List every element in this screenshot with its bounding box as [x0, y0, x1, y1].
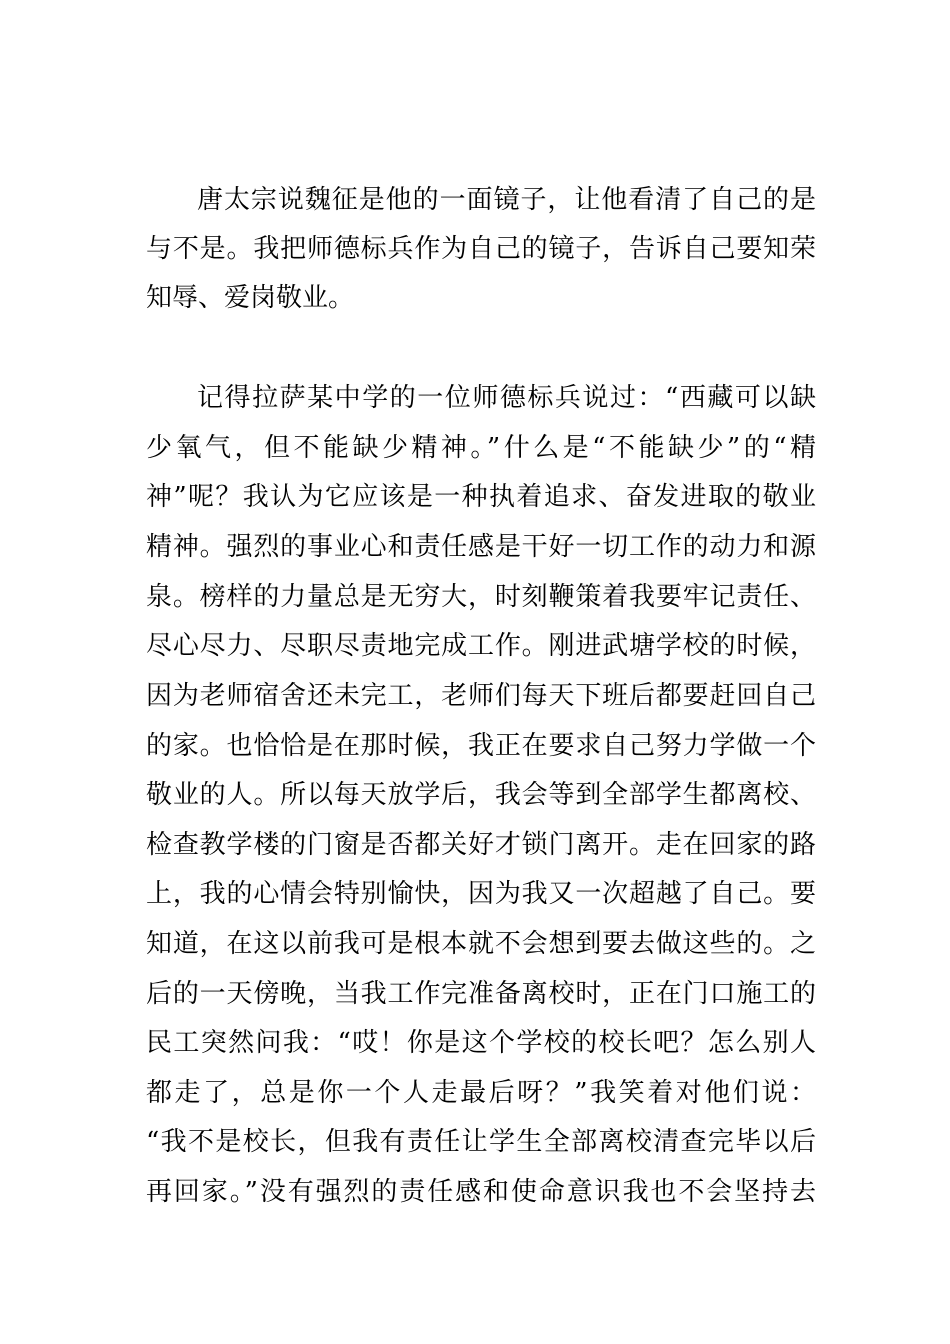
text-line: 精神。强烈的事业心和责任感是干好一切工作的动力和源: [146, 532, 816, 562]
text-line: 检查教学楼的门窗是否都关好才锁门离开。走在回家的路: [146, 830, 816, 860]
text-line: “我不是校长，但我有责任让学生全部离校清查完毕以后: [146, 1127, 816, 1157]
text-line: 再回家。”没有强烈的责任感和使命意识我也不会坚持去: [146, 1177, 816, 1207]
text-line: 知辱、爱岗敬业。: [146, 283, 355, 313]
text-line: 民工突然问我：“哎！你是这个学校的校长吧？怎么别人: [146, 1028, 816, 1058]
text-line: 知道，在这以前我可是根本就不会想到要去做这些的。之: [146, 929, 816, 959]
text-line: 神”呢？我认为它应该是一种执着追求、奋发进取的敬业: [146, 482, 816, 512]
text-line: 的家。也恰恰是在那时候，我正在要求自己努力学做一个: [146, 731, 816, 761]
text-line: 与不是。我把师德标兵作为自己的镜子，告诉自己要知荣: [146, 234, 816, 264]
text-line: 泉。榜样的力量总是无穷大，时刻鞭策着我要牢记责任、: [146, 582, 816, 612]
text-line: 尽心尽力、尽职尽责地完成工作。刚进武塘学校的时候，: [146, 631, 816, 661]
text-line: 上，我的心情会特别愉快，因为我又一次超越了自己。要: [146, 879, 816, 909]
text-line: 记得拉萨某中学的一位师德标兵说过：“西藏可以缺: [197, 383, 816, 413]
text-line: 少氧气，但不能缺少精神。”什么是“不能缺少”的“精: [146, 433, 816, 463]
text-line: 都走了，总是你一个人走最后呀？”我笑着对他们说：: [146, 1078, 816, 1108]
text-line: 因为老师宿舍还未完工，老师们每天下班后都要赶回自己: [146, 681, 816, 711]
text-line: 后的一天傍晚，当我工作完准备离校时，正在门口施工的: [146, 979, 816, 1009]
text-line: 唐太宗说魏征是他的一面镜子，让他看清了自己的是: [197, 185, 816, 215]
text-line: 敬业的人。所以每天放学后，我会等到全部学生都离校、: [146, 780, 816, 810]
